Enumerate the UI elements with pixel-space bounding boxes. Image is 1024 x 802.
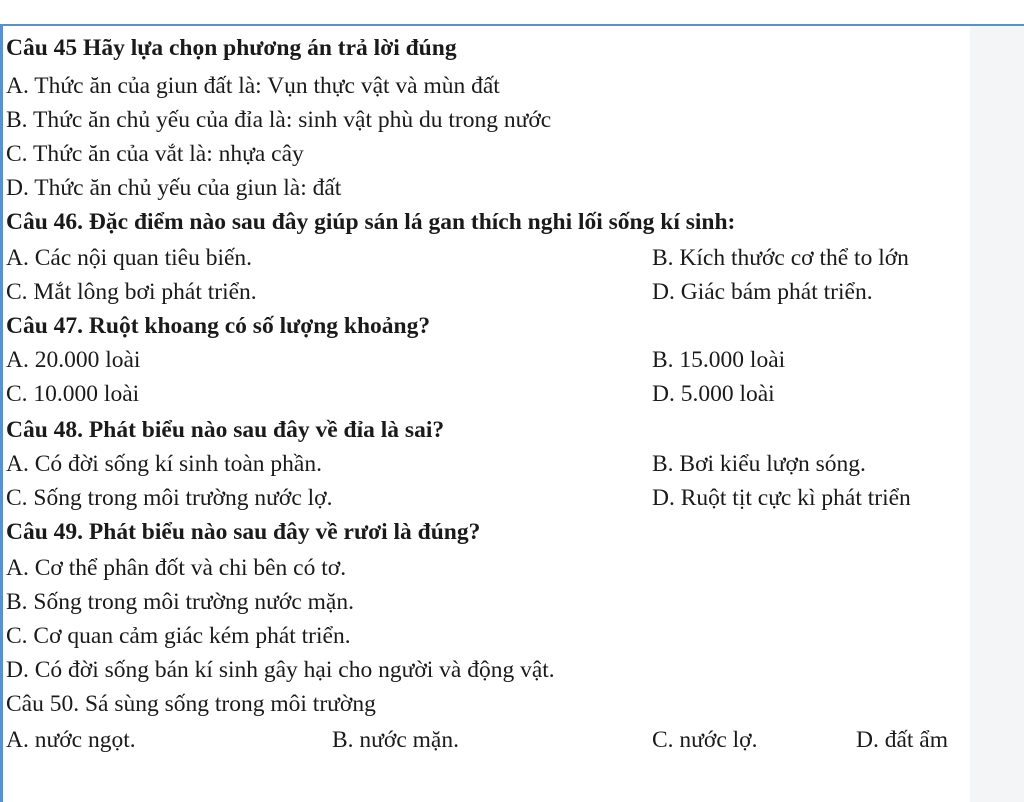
question-48-row-2 [6, 482, 911, 514]
top-page-edge [0, 0, 1024, 26]
question-47-row-2 [6, 378, 775, 410]
question-48-option-c: C. Sống trong môi trường nước lợ. [6, 485, 333, 511]
question-46-option-d: D. Giác bám phát triển. [652, 279, 873, 305]
document-content [6, 26, 970, 802]
question-48-option-a: A. Có đời sống kí sinh toàn phần. [6, 451, 322, 477]
question-49-option-a: A. Cơ thể phân đốt và chi bên có tơ. [6, 555, 347, 581]
question-46-option-b: B. Kích thước cơ thể to lớn [652, 245, 909, 271]
question-48-option-d: D. Ruột tịt cực kì phát triển [652, 485, 911, 511]
question-48-row-1 [6, 448, 866, 480]
question-49-option-c: C. Cơ quan cảm giác kém phát triển. [6, 623, 351, 649]
question-49-option-b: B. Sống trong môi trường nước mặn. [6, 589, 354, 615]
question-45-option-d: D. Thức ăn chủ yếu của giun là: đất [6, 175, 342, 201]
question-47-option-d: D. 5.000 loài [652, 381, 775, 407]
question-50-option-d: D. đất ẩm [856, 727, 949, 753]
question-46-row-1 [6, 242, 909, 274]
question-45-title: Câu 45 Hãy lựa chọn phương án trả lời đúng [6, 35, 457, 61]
question-47-option-c: C. 10.000 loài [6, 381, 140, 407]
question-49-option-d: D. Có đời sống bán kí sinh gây hại cho người và động vật. [6, 657, 555, 683]
question-50-option-a: A. nước ngọt. [6, 727, 136, 753]
left-page-border [0, 24, 3, 802]
question-45-option-a: A. Thức ăn của giun đất là: Vụn thực vật và mùn đất [6, 73, 500, 99]
question-48-option-b: B. Bơi kiểu lượn sóng. [652, 451, 866, 477]
question-47-option-a: A. 20.000 loài [6, 347, 141, 373]
question-48-title: Câu 48. Phát biểu nào sau đây về đỉa là sai? [6, 417, 445, 443]
question-50-title: Câu 50. Sá sùng sống trong môi trường [6, 691, 376, 717]
question-45-option-b: B. Thức ăn chủ yếu của đỉa là: sinh vật phù du trong nước [6, 107, 552, 133]
question-45-option-c: C. Thức ăn của vắt là: nhựa cây [6, 141, 304, 167]
question-49-title: Câu 49. Phát biểu nào sau đây về rươi là đúng? [6, 519, 481, 545]
question-47-row-1 [6, 344, 786, 376]
question-46-title: Câu 46. Đặc điểm nào sau đây giúp sán lá gan thích nghi lối sống kí sinh: [6, 209, 736, 235]
question-46-option-c: C. Mắt lông bơi phát triển. [6, 279, 257, 305]
right-margin-strip [970, 26, 1024, 802]
question-50-option-b: B. nước mặn. [332, 727, 459, 753]
question-46-row-2 [6, 276, 873, 308]
question-47-option-b: B. 15.000 loài [652, 347, 786, 373]
question-47-title: Câu 47. Ruột khoang có số lượng khoảng? [6, 313, 431, 339]
question-50-option-c: C. nước lợ. [652, 727, 758, 753]
question-46-option-a: A. Các nội quan tiêu biến. [6, 245, 253, 271]
